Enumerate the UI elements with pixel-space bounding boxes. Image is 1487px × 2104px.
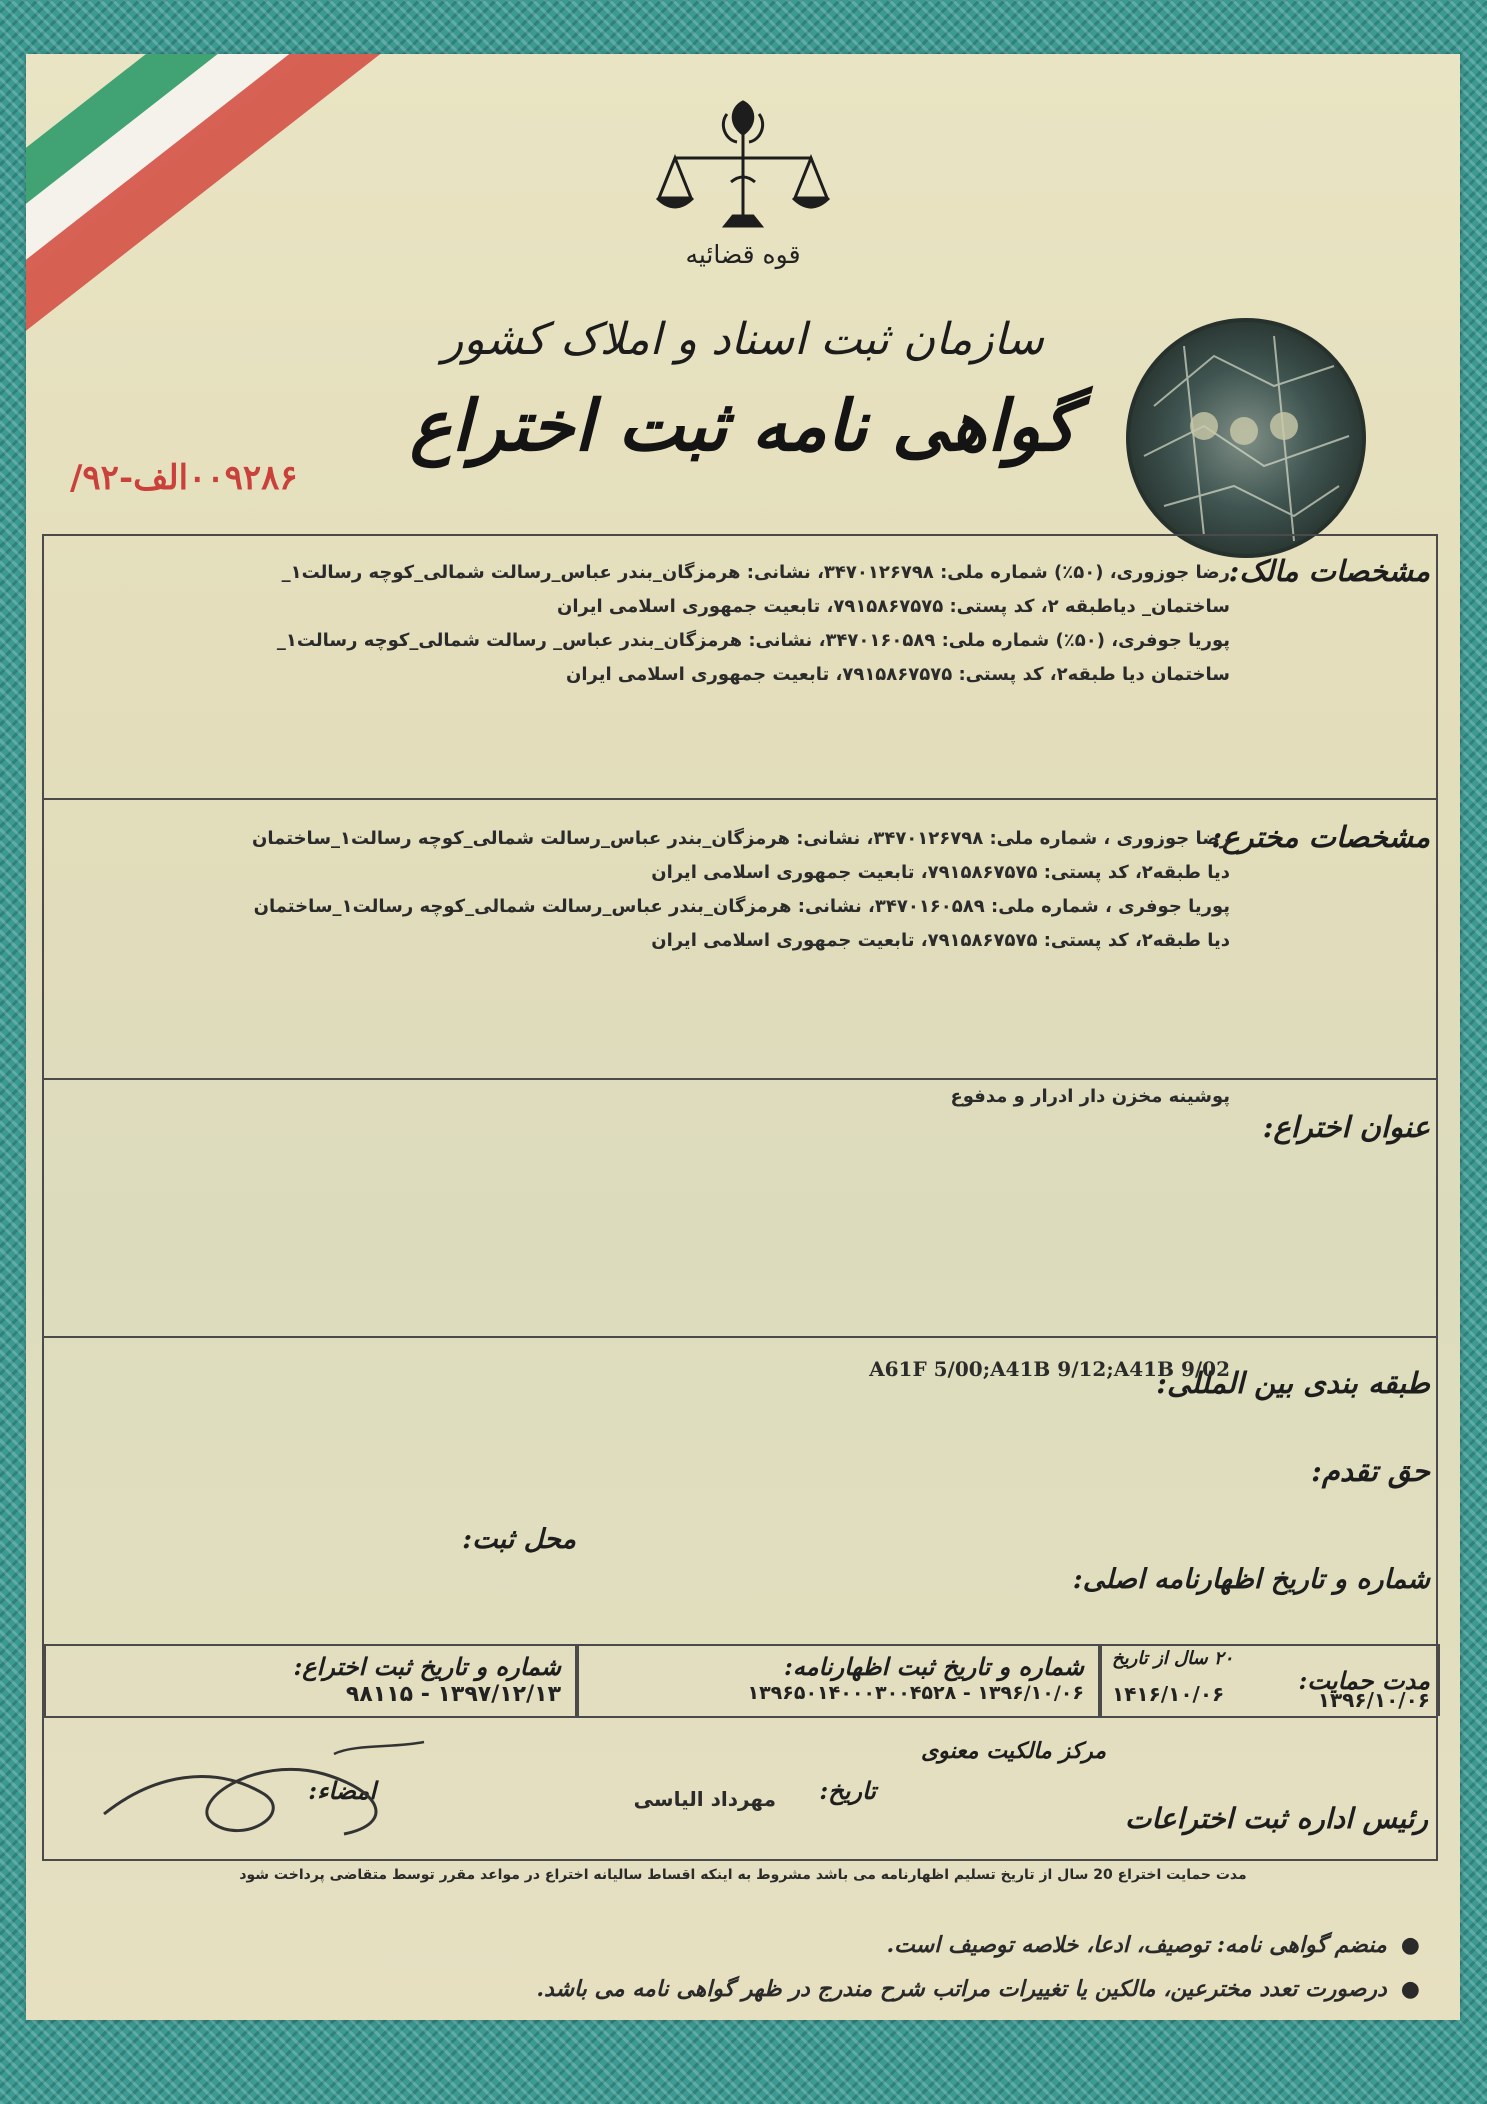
- validity-label: مدت حمایت:: [1298, 1666, 1430, 1695]
- registration-place-label: محل ثبت:: [462, 1524, 576, 1555]
- serial-number-value: ۰۰۹۲۸۶: [188, 458, 298, 498]
- signatory-name: مهرداد الیاسی: [633, 1787, 776, 1811]
- inventor-line: رضا جوزوری ، شماره ملی: ۳۴۷۰۱۲۶۷۹۸، نشانی: هرمزگان_بندر عباس_رسالت شمالی_کوچه رسالت۱_ساختمان: [252, 828, 1230, 849]
- registration-value: ۱۳۹۷/۱۲/۱۳ - ۹۸۱۱۵: [345, 1682, 561, 1707]
- declaration-box: [577, 1644, 1100, 1716]
- invention-title-value: پوشینه مخزن دار ادرار و مدفوع: [950, 1086, 1230, 1107]
- term-label: ۲۰ سال از تاریخ: [1112, 1648, 1234, 1669]
- serial-number: [48, 458, 298, 498]
- invention-title-section: [44, 1080, 1436, 1338]
- registration-box: [44, 1644, 577, 1716]
- inventor-line: دیا طبقه۲، کد پستی: ۷۹۱۵۸۶۷۵۷۵، تابعیت جمهوری اسلامی ایران: [651, 930, 1230, 951]
- declaration-value: ۱۳۹۶/۱۰/۰۶ - ۱۳۹۶۵۰۱۴۰۰۰۳۰۰۴۵۲۸: [747, 1682, 1084, 1704]
- note-multiple-inventors: ● درصورت تعدد مخترعین، مالکین یا تغییرات مراتب شرح مندرج در ظهر گواهی نامه می باشد.: [536, 1976, 1420, 2002]
- owner-line: رضا جوزوری، (۵۰٪) شماره ملی: ۳۴۷۰۱۲۶۷۹۸، نشانی: هرمزگان_بندر عباس_رسالت شمالی_کوچه رسالت۱_: [281, 562, 1230, 583]
- signature-section: [44, 1716, 1436, 1863]
- hologram-seal-icon: [1124, 316, 1368, 560]
- classification-section: [44, 1338, 1436, 1644]
- organization-name: سازمان ثبت اسناد و املاک کشور: [442, 314, 1044, 365]
- inventor-line: دیا طبقه۲، کد پستی: ۷۹۱۵۸۶۷۵۷۵، تابعیت جمهوری اسلامی ایران: [651, 862, 1230, 883]
- validity-value: ۱۳۹۶/۱۰/۰۶: [1317, 1688, 1430, 1712]
- registration-label: شماره و تاریخ ثبت اختراع:: [293, 1652, 561, 1681]
- owner-details: [90, 556, 1230, 692]
- certificate-form: [42, 534, 1438, 1861]
- inventor-label: مشخصات مخترع:: [1211, 820, 1430, 854]
- validity-box: [1100, 1644, 1440, 1716]
- original-declaration-label: شماره و تاریخ اظهارنامه اصلی:: [1072, 1564, 1430, 1595]
- owner-line: ساختمان_ دیاطبقه ۲، کد پستی: ۷۹۱۵۸۶۷۵۷۵، تابعیت جمهوری اسلامی ایران: [556, 596, 1230, 617]
- office-label: مرکز مالکیت معنوی: [920, 1738, 1106, 1764]
- court-label: قوه قضائیه: [685, 240, 801, 269]
- handwritten-signature-icon: [94, 1734, 454, 1854]
- certificate-sheet: [26, 54, 1460, 2020]
- owner-line: پوریا جوفری، (۵۰٪) شماره ملی: ۳۴۷۰۱۶۰۵۸۹، نشانی: هرمزگان_بندر عباس_ رسالت شمالی_کوچه رسالت۱_: [276, 630, 1230, 651]
- protection-footnote: مدت حمایت اختراع 20 سال از تاریخ تسلیم اظهارنامه می باشد مشروط به اینکه اقساط سالیانه اختراع در مواعد مقرر توسط متقاضی پرداخت شود: [239, 1867, 1247, 1883]
- signature-label: امضاء:: [308, 1776, 376, 1805]
- inventor-line: پوریا جوفری ، شماره ملی: ۳۴۷۰۱۶۰۵۸۹، نشانی: هرمزگان_بندر عباس_رسالت شمالی_کوچه رسالت۱_ساختمان: [253, 896, 1230, 917]
- owner-line: ساختمان دیا طبقه۲، کد پستی: ۷۹۱۵۸۶۷۵۷۵، تابعیت جمهوری اسلامی ایران: [565, 664, 1230, 685]
- scales-of-justice-icon: [653, 94, 833, 244]
- serial-prefix: الف-۹۲/: [70, 458, 189, 498]
- classification-label: طبقه بندی بین المللی:: [1156, 1366, 1430, 1400]
- note-attachments: ● منضم گواهی نامه: توصیف، ادعا، خلاصه توصیف است.: [887, 1932, 1421, 1958]
- judiciary-emblem: [26, 94, 1460, 248]
- date-label: تاریخ:: [819, 1776, 876, 1805]
- term-value: ۱۴۱۶/۱۰/۰۶: [1112, 1682, 1225, 1706]
- declaration-label: شماره و تاریخ ثبت اظهارنامه:: [783, 1652, 1084, 1681]
- certificate-title: گواهی نامه ثبت اختراع: [409, 384, 1077, 467]
- position-label: رئیس اداره ثبت اختراعات: [1124, 1802, 1428, 1835]
- inventor-section: [44, 800, 1436, 1080]
- invention-title-label: عنوان اختراع:: [1262, 1110, 1430, 1144]
- owner-label: مشخصات مالک:: [1228, 554, 1430, 588]
- priority-label: حق تقدم:: [1311, 1454, 1430, 1488]
- classification-value: A61F 5/00;A41B 9/12;A41B 9/02: [869, 1357, 1230, 1381]
- inventor-details: [90, 822, 1230, 958]
- owner-section: [44, 536, 1436, 800]
